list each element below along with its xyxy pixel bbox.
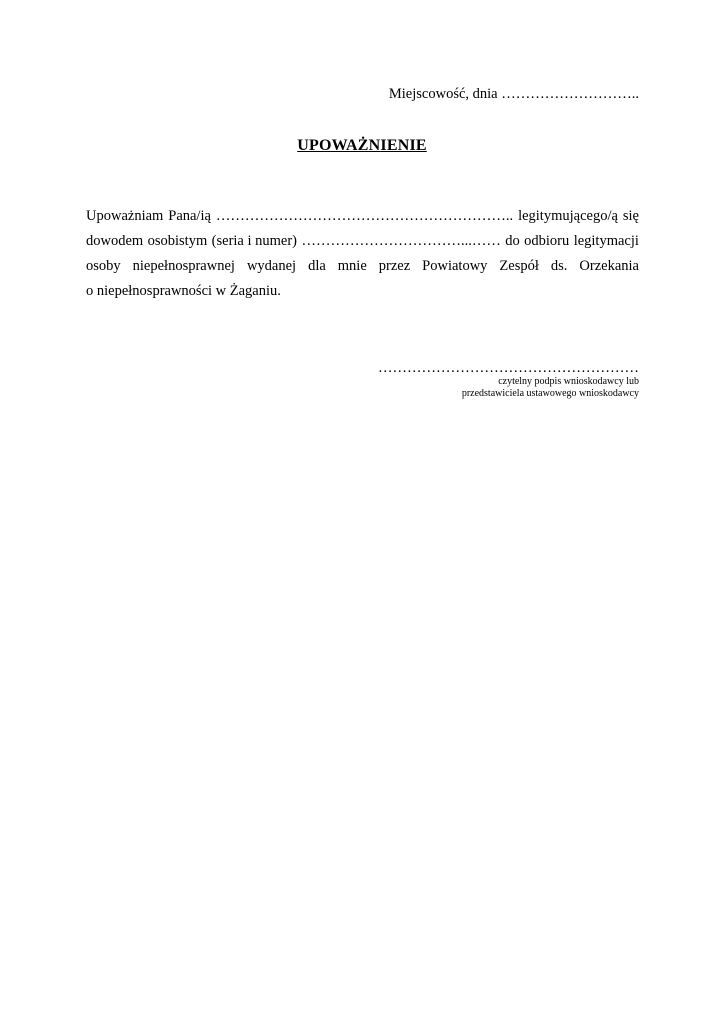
word: dla — [308, 258, 326, 274]
paragraph-line-3 — [86, 254, 639, 279]
word: dowodem — [86, 233, 144, 249]
paragraph-line-1 — [86, 204, 639, 229]
word: wydanej — [246, 258, 297, 274]
signature-caption-1: czytelny podpis wnioskodawcy lub — [498, 376, 639, 387]
paragraph-line-4 — [86, 279, 639, 304]
signature-line: ……………………………………………… — [378, 360, 639, 376]
paragraph-line-2 — [86, 229, 639, 254]
authorization-paragraph — [86, 204, 639, 304]
word: do — [505, 233, 520, 249]
word: odbioru — [524, 233, 570, 249]
name-blank: …………………………………………………….. — [215, 208, 514, 224]
word: legitymującego/ą — [518, 208, 618, 224]
word: osoby — [86, 258, 121, 274]
word: przez — [378, 258, 411, 274]
id-number-blank: ……………………………...…… — [301, 233, 501, 249]
signature-block — [378, 360, 639, 400]
document-title: UPOWAŻNIENIE — [297, 137, 427, 154]
line-text: o niepełnosprawności w Żaganiu. — [86, 283, 281, 299]
word: Orzekania — [579, 258, 639, 274]
word: Pana/ią — [168, 208, 211, 224]
word: (seria i numer) — [211, 233, 298, 249]
word: Powiatowy — [422, 258, 488, 274]
word: mnie — [337, 258, 367, 274]
place-and-date-line: Miejscowość, dnia ……………………….. — [388, 86, 639, 102]
word: niepełnosprawnej — [132, 258, 235, 274]
signature-caption-2: przedstawiciela ustawowego wnioskodawcy — [461, 388, 639, 399]
word: ds. — [550, 258, 568, 274]
word: Zespół — [499, 258, 539, 274]
word: legitymacji — [573, 233, 639, 249]
word: Upoważniam — [86, 208, 164, 224]
word: osobistym — [147, 233, 208, 249]
word: się — [622, 208, 639, 224]
